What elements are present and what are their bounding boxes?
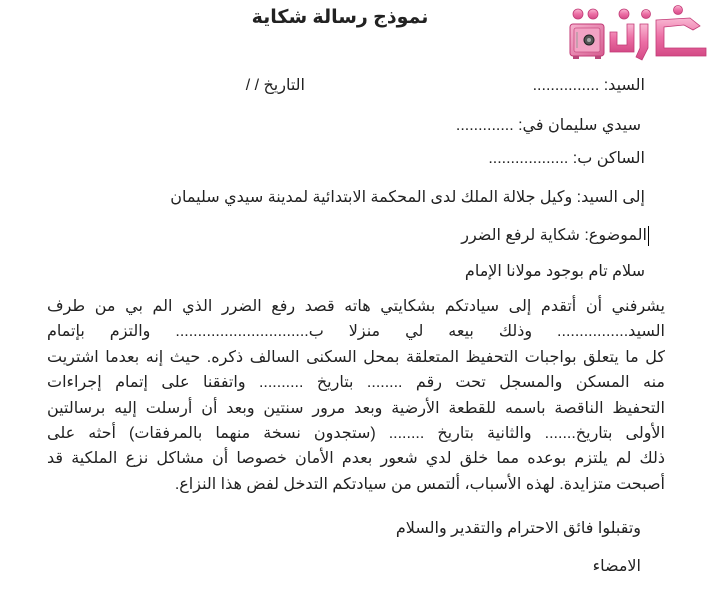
body-line: ذلك لم يلتزم بوعده مما خلق لدي شعور بعدم الأمان خصوصا أن مشاكل نزع الملكية قد bbox=[47, 450, 665, 468]
body-line: أصبحت متزايدة. لهذه الأسباب، ألتمس من سيادتكم التدخل لفض هذا النزاع. bbox=[174, 475, 665, 493]
body-line: منه المسكن والمسجل تحت رقم ........ بتاريخ .......... واتفقنا على إتمام إجراءات bbox=[47, 374, 665, 392]
body-line: التحفيظ الناقصة باسمه للقطعة الأرضية وبعد مرور سنتين وبعد أن أرسلت إليه برسالتين bbox=[47, 399, 665, 417]
signature-label: الامضاء bbox=[592, 558, 641, 575]
body-line: الأولى بتاريخ....... والثانية بتاريخ ........ (ستجدون نسخة منهما بالمرفقات) أحثه على bbox=[47, 425, 665, 443]
complaint-body-paragraph bbox=[47, 294, 665, 497]
safe-icon bbox=[566, 2, 711, 62]
sender-field: السيد: ............... bbox=[532, 77, 645, 94]
closing-line: وتقبلوا فائق الاحترام والتقدير والسلام bbox=[395, 520, 641, 537]
site-logo bbox=[566, 2, 711, 62]
residence-field: الساكن ب: .................. bbox=[488, 150, 645, 167]
subject-text: الموضوع: شكاية لرفع الضرر bbox=[461, 227, 647, 244]
location-field: سيدي سليمان في: ............. bbox=[455, 117, 641, 134]
body-line: كل ما يتعلق بواجبات التحفيظ المتعلقة بمحل السكنى السالف ذكره. حيث إنه بعدما اشتريت bbox=[47, 348, 665, 366]
recipient-line: إلى السيد: وكيل جلالة الملك لدى المحكمة الابتدائية لمدينة سيدي سليمان bbox=[170, 189, 645, 206]
greeting-line: سلام تام بوجود مولانا الإمام bbox=[464, 263, 645, 280]
document-title: نموذج رسالة شكاية bbox=[251, 7, 429, 28]
text-cursor bbox=[648, 226, 649, 246]
subject-line bbox=[461, 225, 649, 247]
body-line: يشرفني أن أتقدم إلى سيادتكم بشكايتي هاته قصد رفع الضرر الذي الم بي من طرف bbox=[47, 298, 665, 315]
body-line: السيد................ وذلك بيعه لي منزلا ب.............................. والتزم بإتمام bbox=[47, 323, 665, 341]
date-field: التاريخ / / bbox=[245, 77, 305, 94]
